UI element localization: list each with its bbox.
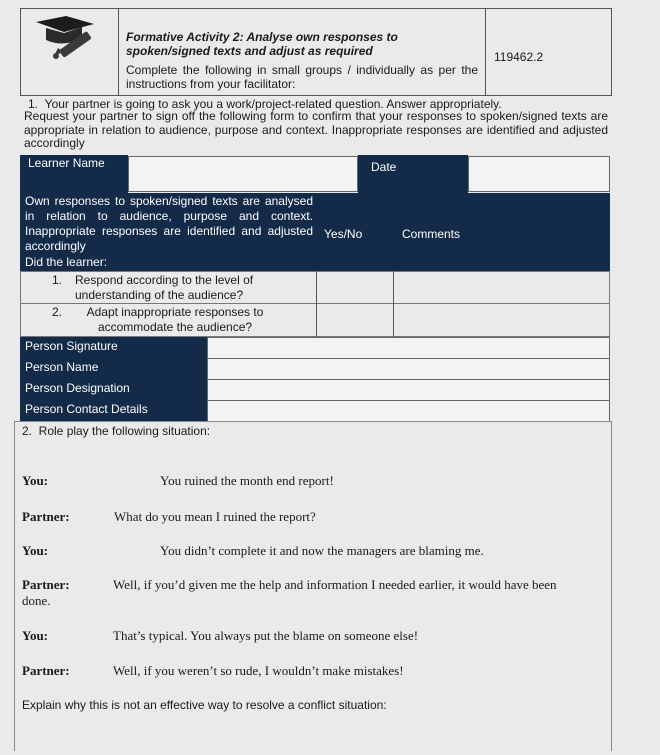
question-1-prompt: 1. Your partner is going to ask you a work/project-related question. Answer appropriately. (28, 97, 502, 111)
learner-name-label-cell (20, 155, 128, 193)
dialogue-line: Well, if you’d given me the help and information I needed earlier, it would have been (113, 577, 557, 592)
date-label: Date (371, 160, 397, 174)
learner-name-label: Learner Name (28, 156, 105, 170)
question-2-prompt: 2. Role play the following situation: (22, 424, 211, 438)
designation-field[interactable] (207, 379, 610, 401)
item-2-comments-cell[interactable] (395, 305, 608, 335)
question-2-explain-prompt: Explain why this is not an effective way to resolve a conflict situation: (22, 698, 387, 712)
dialogue-line: You didn’t complete it and now the managers are blaming me. (160, 543, 484, 558)
item-1-yes-no-cell[interactable] (318, 273, 392, 302)
dialogue-speaker: You: (22, 473, 49, 488)
signoff-label-signature: Person Signature (25, 339, 118, 353)
dialogue-speaker: Partner: (22, 663, 70, 678)
dialogue-line-continued: done. (22, 593, 51, 608)
date-field[interactable] (468, 156, 610, 192)
dialogue-speaker: You: (22, 543, 49, 558)
dialogue-speaker: You: (22, 628, 49, 643)
did-learner-label: Did the learner: (25, 255, 108, 269)
dialogue-line: You ruined the month end report! (160, 473, 334, 488)
dialogue-line: What do you mean I ruined the report? (114, 509, 316, 524)
contact-details-field[interactable] (207, 400, 610, 422)
signoff-label-designation: Person Designation (25, 381, 130, 395)
learner-name-field[interactable] (128, 156, 358, 192)
item-number: 1. (52, 273, 63, 287)
dialogue-speaker: Partner: (22, 577, 70, 592)
item-number: 2. (52, 305, 63, 319)
signature-field[interactable] (207, 337, 610, 359)
criteria-heading: Own responses to spoken/signed texts are analysed in relation to audience, purpose and context. Inappropriate responses are identified and adjusted accordingly (25, 194, 313, 253)
graduation-cap-pencil-icon (28, 12, 112, 62)
activity-instruction: Complete the following in small groups / individually as per the instructions from your facilitator: (126, 63, 478, 91)
dialogue-line: Well, if you weren’t so rude, I wouldn’t make mistakes! (113, 663, 404, 678)
activity-title: Formative Activity 2: Analyse own responses to spoken/signed texts and adjust as required (126, 30, 398, 58)
item-1-comments-cell[interactable] (395, 273, 608, 302)
item-text: Adapt inappropriate responses to accommodate the audience? (86, 305, 264, 334)
signoff-label-name: Person Name (25, 360, 99, 374)
unit-standard-code: 119462.2 (494, 50, 544, 64)
item-text: Respond according to the level of understanding of the audience? (75, 273, 254, 302)
signoff-label-contact: Person Contact Details (25, 402, 148, 416)
yes-no-header: Yes/No (324, 227, 363, 241)
person-name-field[interactable] (207, 358, 610, 380)
item-2-yes-no-cell[interactable] (318, 305, 392, 335)
dialogue-line: That’s typical. You always put the blame on someone else! (113, 628, 419, 643)
question-1-text: Request your partner to sign off the following form to confirm that your responses to spoken/signed texts are appropriate in relation to audience, purpose and context. Inappropriate responses are identified and adjusted accordingly (24, 109, 608, 150)
dialogue-speaker: Partner: (22, 509, 70, 524)
comments-header: Comments (402, 227, 461, 241)
date-label-cell (358, 155, 468, 193)
